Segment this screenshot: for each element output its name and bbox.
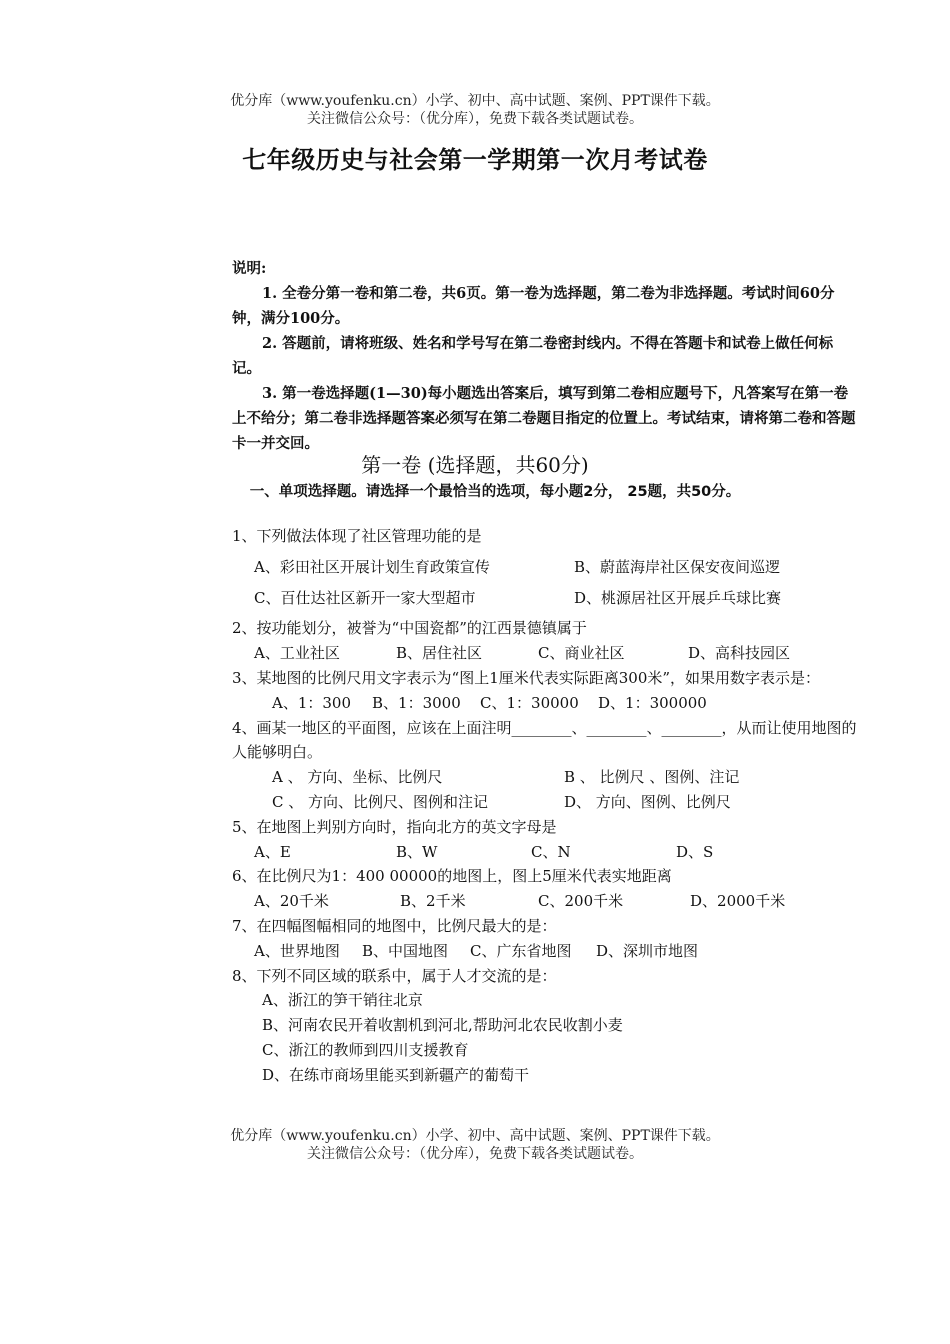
option-row	[232, 765, 862, 790]
option-d: D、高科技园区	[688, 644, 791, 663]
option-d: D、2000千米	[690, 892, 786, 911]
option-d: D、深圳市地图	[596, 941, 699, 960]
question-5	[232, 815, 862, 865]
option-a: A、彩田社区开展计划生育政策宣传	[254, 557, 490, 576]
question-4	[232, 716, 862, 815]
instruction-item-2: 2. 答题前，请将班级、姓名和学号写在第二卷密封线内。不得在答题卡和试卷上做任何标记。	[232, 335, 834, 377]
option-d: D、1：300000	[598, 693, 707, 712]
option-row	[232, 790, 862, 815]
question-list	[232, 524, 862, 1088]
option-a: A、工业社区	[254, 644, 340, 663]
question-stem: 5、在地图上判别方向时，指向北方的英文字母是	[232, 817, 557, 836]
option-c: C、浙江的教师到四川支援教育	[262, 1040, 469, 1059]
option-b: B、中国地图	[362, 941, 449, 960]
option-b: B 、 比例尺 、图例、注记	[564, 768, 740, 787]
option-d: D、桃源居社区开展乒乓球比赛	[574, 588, 782, 607]
page-header	[0, 92, 950, 128]
option-a: A、世界地图	[254, 941, 340, 960]
footer-line-1: 优分库（www.youfenku.cn）小学、初中、高中试题、案例、PPT课件下载。	[230, 1128, 720, 1144]
question-3	[232, 666, 862, 716]
option-a: A、浙江的笋干销往北京	[262, 991, 423, 1010]
option-row	[232, 889, 862, 914]
option-b: B、1：3000	[372, 693, 461, 712]
option-c: C、商业社区	[538, 644, 625, 663]
option-b: B、蔚蓝海岸社区保安夜间巡逻	[574, 557, 781, 576]
option-row	[232, 840, 862, 865]
option-d: D、S	[676, 842, 714, 861]
option-row	[232, 939, 862, 964]
option-c: C、1：30000	[480, 693, 579, 712]
question-1	[232, 524, 862, 610]
question-stem: 6、在比例尺为1：400 00000的地图上，图上5厘米代表实地距离	[232, 867, 672, 886]
question-stem: 1、下列做法体现了社区管理功能的是	[232, 527, 482, 545]
option-b: B、河南农民开着收割机到河北,帮助河北农民收割小麦	[262, 1016, 623, 1035]
option-row	[232, 641, 862, 666]
header-line-1: 优分库（www.youfenku.cn）小学、初中、高中试题、案例、PPT课件下载。	[230, 93, 720, 109]
question-stem: 2、按功能划分，被誉为“中国瓷都”的江西景德镇属于	[232, 619, 587, 638]
option-d: D、在练市商场里能买到新疆产的葡萄干	[262, 1065, 530, 1084]
option-row	[232, 555, 862, 580]
option-row	[232, 691, 862, 716]
exam-title: 七年级历史与社会第一学期第一次月考试卷	[242, 146, 708, 174]
section-title: 一、单项选择题。请选择一个最恰当的选项，每小题2分， 25题，共50分。	[249, 484, 741, 500]
option-c: C、N	[531, 842, 571, 861]
question-7	[232, 914, 862, 964]
question-2	[232, 616, 862, 666]
option-a: A、1：300	[272, 693, 352, 712]
option-c: C、百仕达社区新开一家大型超市	[254, 588, 476, 607]
option-c: C、200千米	[538, 892, 624, 911]
option-c: C、广东省地图	[470, 941, 572, 960]
page-footer	[0, 1127, 950, 1163]
question-6	[232, 864, 862, 914]
option-a: A 、 方向、坐标、比例尺	[272, 768, 443, 787]
option-b: B、居住社区	[396, 644, 483, 663]
question-stem: 7、在四幅图幅相同的地图中，比例尺最大的是：	[232, 916, 557, 935]
option-b: B、2千米	[400, 892, 466, 911]
option-d: D、 方向、图例、比例尺	[564, 792, 731, 811]
option-b: B、W	[396, 842, 438, 861]
volume-title: 第一卷 (选择题，共60分)	[361, 453, 589, 477]
question-stem: 4、画某一地区的平面图，应该在上面注明________、________、________，从而让使用地图的人能够明白。	[232, 718, 857, 762]
option-c: C 、 方向、比例尺、图例和注记	[272, 792, 489, 811]
footer-line-2: 关注微信公众号：（优分库），免费下载各类试题试卷。	[307, 1146, 643, 1162]
option-a: A、E	[254, 842, 291, 861]
instruction-item-1: 1. 全卷分第一卷和第二卷，共6页。第一卷为选择题，第二卷为非选择题。考试时间60分钟，满分100分。	[232, 285, 835, 327]
question-8	[232, 964, 862, 1088]
question-stem: 8、下列不同区域的联系中，属于人才交流的是：	[232, 966, 557, 985]
option-row	[232, 586, 862, 611]
instruction-item-3: 3. 第一卷选择题(1—30)每小题选出答案后，填写到第二卷相应题号下，凡答案写在第一卷上不给分；第二卷非选择题答案必须写在第二卷题目指定的位置上。考试结束，请将第二卷和答题卡一并交回。	[232, 385, 856, 452]
header-line-2: 关注微信公众号：（优分库），免费下载各类试题试卷。	[307, 111, 643, 127]
option-a: A、20千米	[254, 892, 329, 911]
instructions-heading: 说明:	[232, 260, 267, 277]
instructions	[232, 256, 862, 456]
question-stem: 3、某地图的比例尺用文字表示为“图上1厘米代表实际距离300米”，如果用数字表示是：	[232, 668, 821, 687]
